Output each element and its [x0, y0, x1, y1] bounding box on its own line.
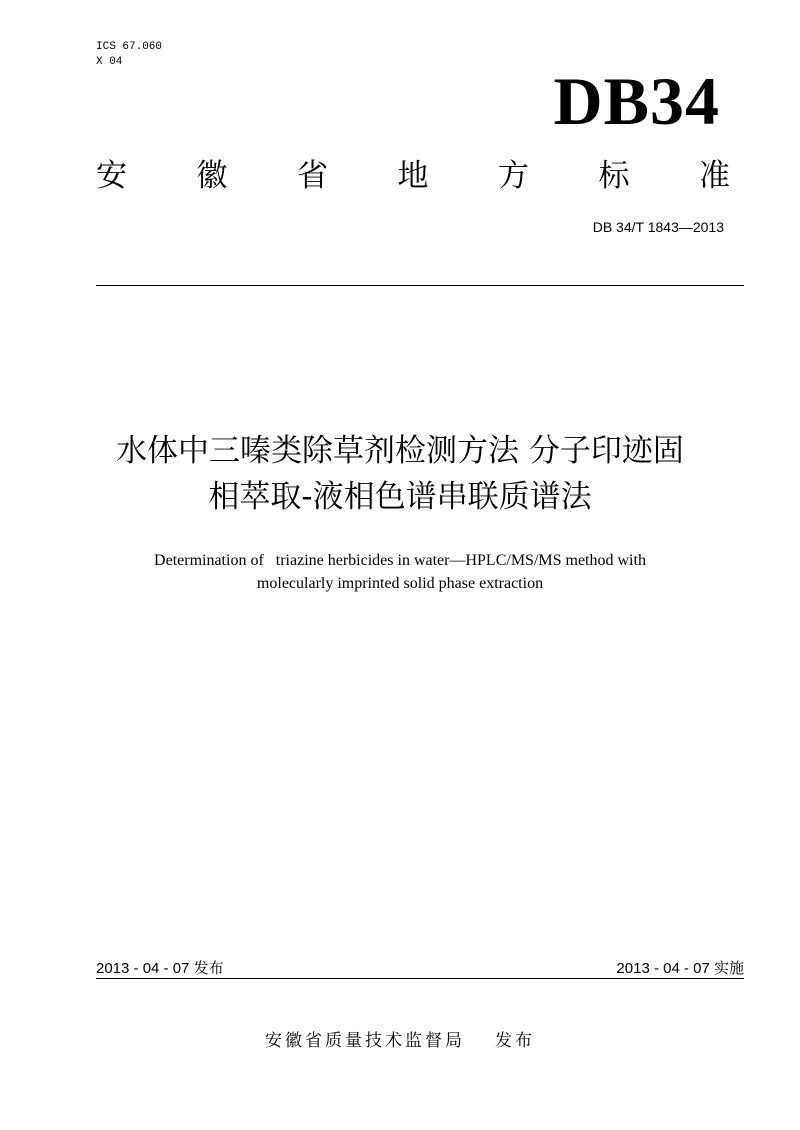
- title-char: 方: [498, 158, 529, 194]
- chinese-title: [40, 428, 760, 520]
- english-title-line-1: Determination of triazine herbicides in water—HPLC/MS/MS method with: [154, 552, 646, 569]
- title-char: 地: [397, 158, 429, 194]
- issuer-line: [0, 1030, 800, 1052]
- title-char: 徽: [196, 158, 228, 194]
- ccs-code: X 04: [96, 56, 123, 68]
- english-title-line-2: molecularly imprinted solid phase extraction: [256, 575, 544, 592]
- issuer-name: 安徽省质量技术监督局: [265, 1031, 465, 1051]
- title-char: 安: [96, 158, 127, 194]
- title-char: 标: [598, 158, 630, 194]
- english-title: [40, 549, 760, 595]
- standard-number: DB 34/T 1843—2013: [592, 219, 724, 235]
- issue-label: 发布: [495, 1031, 535, 1051]
- chinese-title-line-1: 水体中三嗪类除草剂检测方法 分子印迹固: [116, 433, 684, 469]
- title-char: 省: [297, 158, 328, 194]
- chinese-title-line-2: 相萃取-液相色谱串联质谱法: [208, 479, 592, 515]
- standard-category-title: [96, 156, 730, 196]
- title-char: 准: [699, 158, 730, 194]
- footer-divider: [96, 978, 744, 979]
- implement-date: 2013 - 04 - 07 实施: [616, 960, 744, 977]
- classification-codes: [96, 40, 162, 70]
- release-date: 2013 - 04 - 07 发布: [96, 960, 224, 977]
- ics-code: ICS 67.060: [96, 41, 163, 53]
- db34-logo: DB34: [553, 63, 720, 139]
- header-divider: [96, 285, 744, 286]
